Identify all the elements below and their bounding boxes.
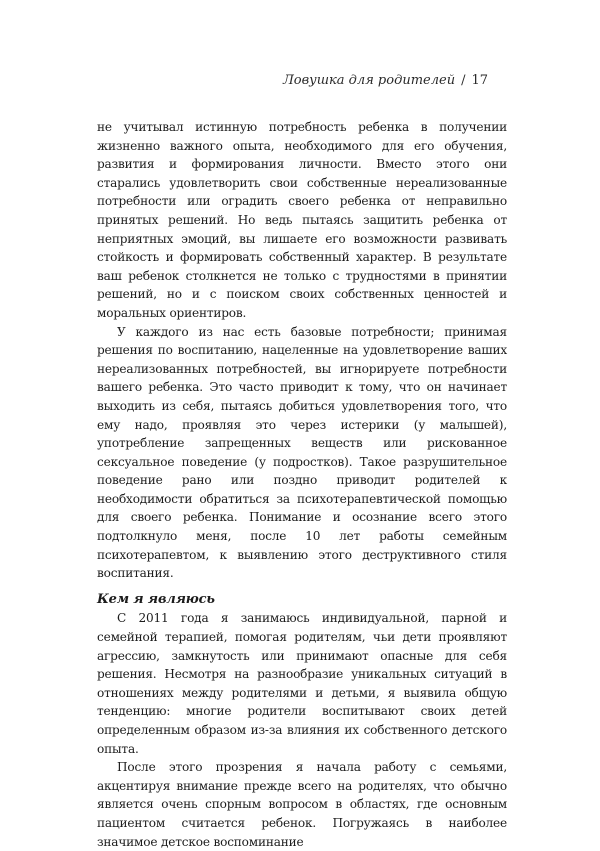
paragraph: С 2011 года я занимаюсь индивидуальной, парной и семейной терапией, помогая родителям, чьи дети проявляют агрессию, замкнутость или принимают опасные для себя решения. Несмотря на разнообразие уникальных ситуаций в отношениях между родителями и детьми, я выявила общую тенденцию: многие родители воспитывают своих детей определенным образом из-за влияния их собственного детского опыта. <box>97 611 507 756</box>
page-number: 17 <box>471 73 488 88</box>
paragraph: После этого прозрения я начала работу с семьями, акцентируя внимание прежде всего на родителях, что обычно является очень спорным вопросом в областях, где основным пациентом считается ребенок. Погружаясь в наиболее значимое детское воспоминание <box>97 760 507 849</box>
header-separator: / <box>461 73 466 88</box>
section-heading: Кем я являюсь <box>97 591 215 607</box>
book-title: Ловушка для родителей <box>282 73 456 88</box>
body-text <box>97 118 507 851</box>
paragraph: не учитывал истинную потребность ребенка в получении жизненно важного опыта, необходимого для его обучения, развития и формирования личности. Вместо этого они старались удовлетворить свои собственные нереализованные потребности или оградить своего ребенка от неправильно принятых решений. Но ведь пытаясь защитить ребенка от неприятных эмоций, вы лишаете его возможности развивать стойкость и формировать собственный характер. В результате ваш ребенок столкнется не только с трудностями в принятии решений, но и с поиском своих собственных ценностей и моральных ориентиров. <box>97 120 507 320</box>
running-head <box>283 73 488 88</box>
paragraph: У каждого из нас есть базовые потребности; принимая решения по воспитанию, нацеленные на удовлетворение ваших нереализованных потребностей, вы игнорируете потребности вашего ребенка. Это часто приводит к тому, что он начинает выходить из себя, пытаясь добиться удовлетворения того, что ему надо, проявляя это через истерики (у малышей), употребление запрещенных веществ или рискованное сексуальное поведение (у подростков). Такое разрушительное поведение рано или поздно приводит родителей к необходимости обратиться за психотерапевтической помощью для своего ребенка. Понимание и осознание всего этого подтолкнуло меня, после 10 лет работы семейным психотерапевтом, к выявлению этого деструктивного стиля воспитания. <box>97 324 507 581</box>
